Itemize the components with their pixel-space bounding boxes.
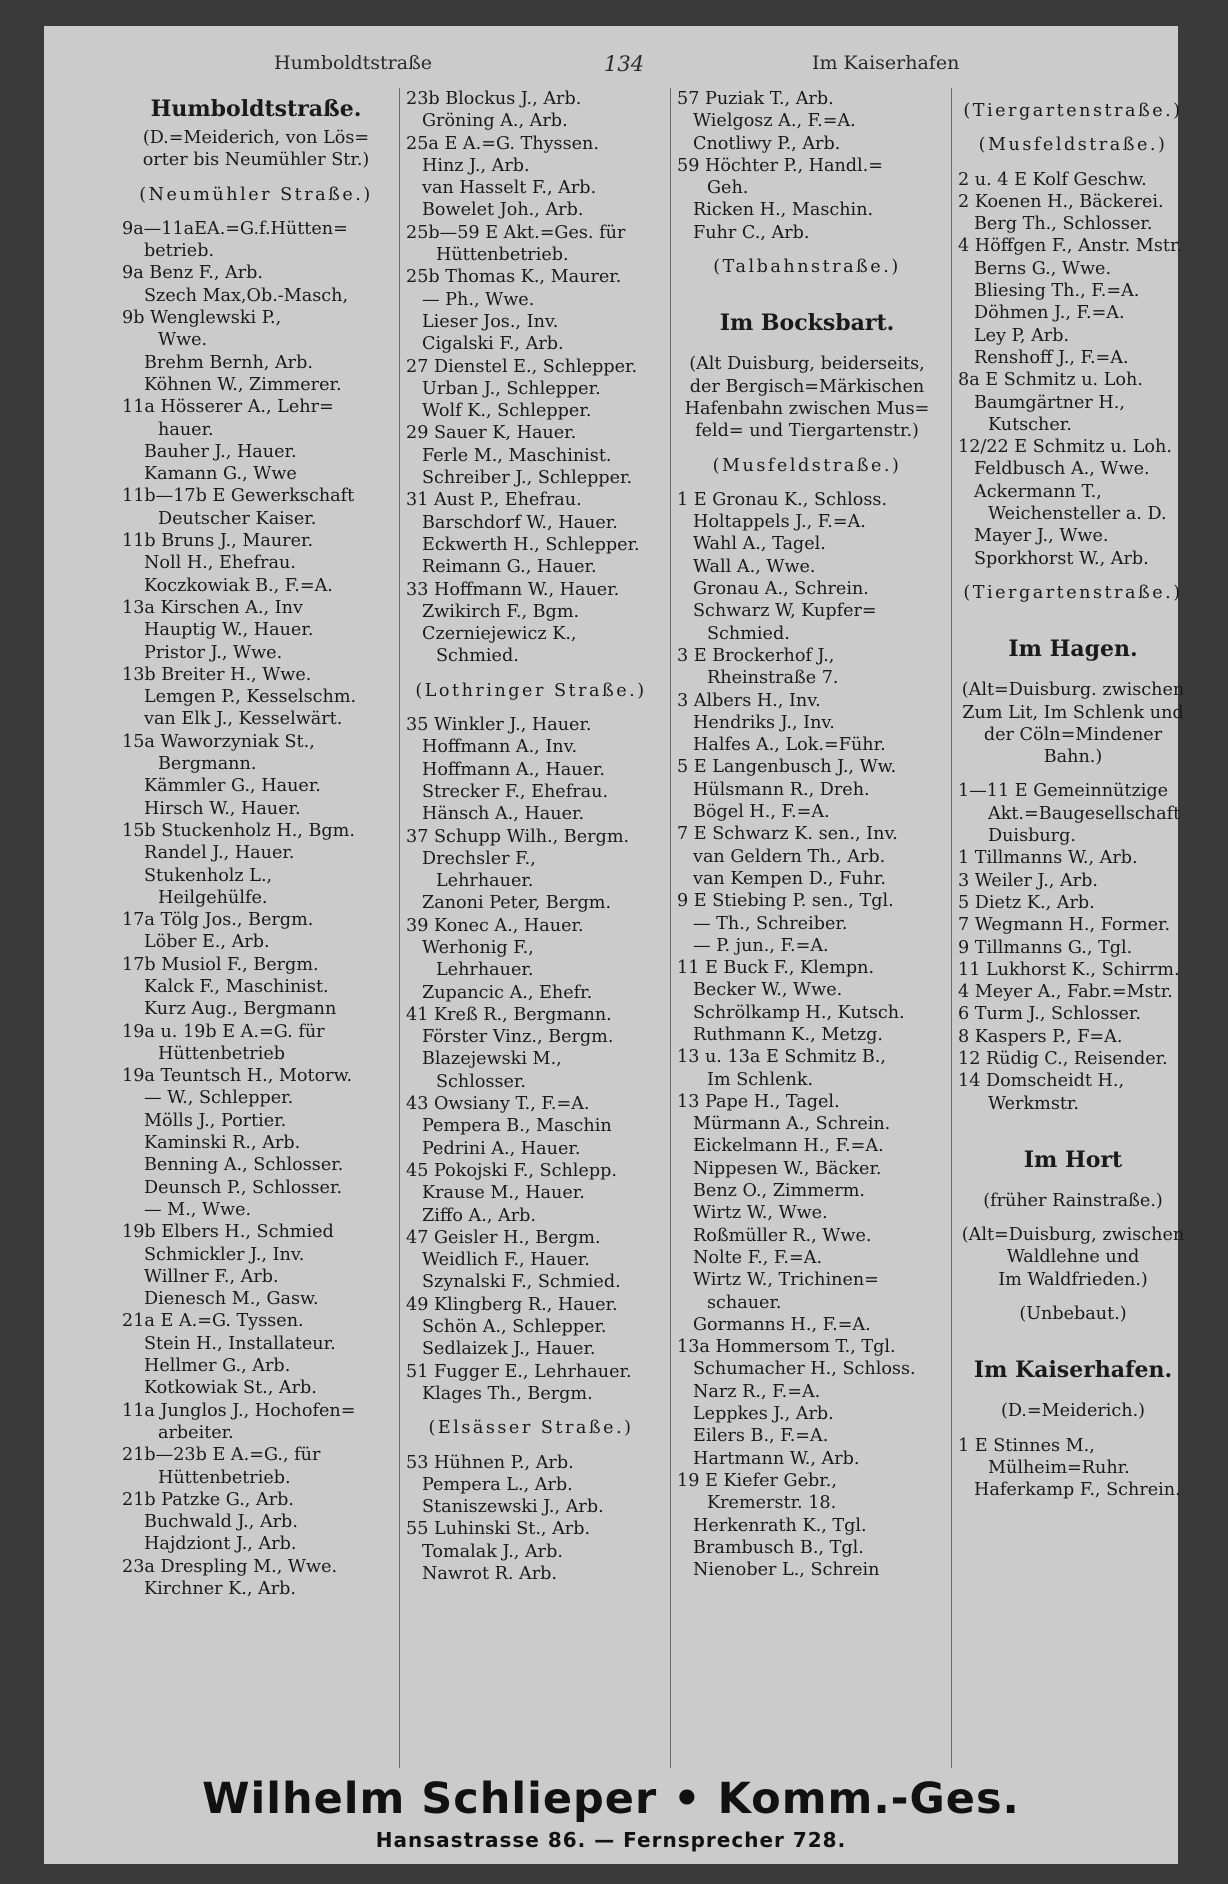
directory-entry: Nawrot R. Arb. — [422, 1564, 558, 1584]
directory-entry: Reimann G., Hauer. — [422, 557, 597, 578]
directory-entry: Barschdorf W., Hauer. — [422, 512, 618, 533]
directory-entry: 13a Kirschen A., Inv — [122, 597, 303, 618]
entry-continuation: Werkmstr. — [988, 1093, 1079, 1114]
directory-entry: 13a Hommersom T., Tgl. — [677, 1337, 896, 1358]
street-note: (D.=Meiderich, von Lös= — [142, 128, 370, 148]
directory-entry: 6 Turm J., Schlosser. — [958, 1004, 1141, 1025]
directory-entry: Sedlaizek J., Hauer. — [422, 1339, 596, 1360]
directory-entry: 12 Rüdig C., Reisender. — [958, 1048, 1168, 1069]
directory-entry: 13 u. 13a E Schmitz B., — [677, 1047, 886, 1068]
directory-entry: betrieb. — [144, 241, 215, 262]
street-note: (Alt=Duisburg. zwischen — [961, 680, 1185, 701]
directory-entry: Willner F., Arb. — [144, 1266, 279, 1287]
directory-entry: Szynalski F., Schmied. — [422, 1272, 621, 1293]
directory-entry: Bliesing Th., F.=A. — [974, 281, 1140, 302]
advertiser-address: Hansastrasse 86. — Fernsprecher 728. — [375, 1828, 847, 1852]
directory-entry: 3 E Brockerhof J., — [677, 645, 835, 666]
directory-entry: Hirsch W., Hauer. — [144, 798, 301, 819]
directory-entry: 33 Hoffmann W., Hauer. — [406, 579, 620, 600]
directory-entry: 11 Lukhorst K., Schirrm. — [958, 959, 1180, 980]
directory-entry: — W., Schlepper. — [144, 1088, 294, 1109]
directory-entry: Wahl A., Tagel. — [693, 534, 826, 555]
directory-entry: Ley P, Arb. — [974, 325, 1070, 346]
directory-entry: Tomalak J., Arb. — [422, 1541, 563, 1562]
spacer — [952, 122, 1194, 134]
directory-entry: 49 Klingberg R., Hauer. — [406, 1294, 618, 1315]
spacer — [671, 341, 943, 353]
directory-entry: 5 E Langenbusch J., Ww. — [677, 757, 897, 778]
spacer — [671, 278, 943, 302]
header-left-street: Humboldtstraße — [274, 52, 433, 74]
directory-entry: Renshoff J., F.=A. — [974, 347, 1129, 368]
advertisement-footer — [44, 1774, 1178, 1852]
directory-entry: 21b—23b E A.=G., für — [122, 1445, 321, 1466]
directory-entry: Narz R., F.=A. — [693, 1381, 821, 1402]
directory-entry: Hoffmann A., Hauer. — [422, 759, 605, 780]
spacer — [952, 768, 1194, 780]
directory-entry: 21b Patzke G., Arb. — [122, 1489, 294, 1510]
directory-entry: 51 Fugger E., Lehrhauer. — [406, 1361, 632, 1382]
directory-entry: Leppkes J., Arb. — [693, 1404, 834, 1425]
directory-entry: Strecker F., Ehefrau. — [422, 781, 609, 802]
street-note: Im Waldfrieden.) — [998, 1269, 1148, 1290]
directory-entry: 17b Musiol F., Bergm. — [122, 954, 319, 975]
directory-entry: 11b Bruns J., Maurer. — [122, 531, 314, 552]
directory-entry: Cigalski F., Arb. — [422, 334, 564, 355]
directory-entry: Mayer J., Wwe. — [974, 526, 1109, 547]
directory-entry: Schwarz W, Kupfer= — [693, 601, 877, 622]
entry-continuation: hauer. — [158, 419, 214, 440]
spacer — [952, 604, 1194, 628]
directory-entry: Wall A., Wwe. — [693, 556, 816, 577]
entry-continuation: Kremerstr. 18. — [707, 1493, 837, 1514]
spacer — [952, 157, 1194, 169]
spacer — [671, 443, 943, 455]
entry-continuation: Hüttenbetrieb. — [436, 245, 569, 266]
street-note: orter bis Neumühler Str.) — [142, 150, 370, 171]
directory-entry: Hänsch A., Hauer. — [422, 804, 585, 825]
spacer — [952, 88, 1194, 100]
directory-entry: Gröning A., Arb. — [422, 111, 568, 132]
entry-continuation: schauer. — [707, 1292, 782, 1313]
entry-continuation: Bergmann. — [158, 754, 257, 775]
directory-entry: Fuhr C., Arb. — [693, 222, 810, 243]
directory-entry: Hoffmann A., Inv. — [422, 737, 578, 758]
directory-entry: Lieser Jos., Inv. — [422, 311, 559, 332]
spacer — [952, 667, 1194, 679]
spacer — [400, 668, 662, 680]
directory-entry: Kaminski R., Arb. — [144, 1133, 301, 1154]
directory-entry: Löber E., Arb. — [144, 932, 270, 953]
entry-continuation: Duisburg. — [988, 826, 1076, 847]
directory-entry: van Hasselt F., Arb. — [422, 178, 597, 199]
entry-continuation: Lehrhauer. — [436, 871, 534, 892]
directory-entry: Ziffo A., Arb. — [422, 1205, 536, 1226]
directory-entry: — P. jun., F.=A. — [693, 935, 829, 956]
spacer — [400, 1440, 662, 1452]
entry-continuation: Hüttenbetrieb — [158, 1043, 286, 1064]
directory-entry: Czerniejewicz K., — [422, 624, 577, 645]
directory-entry: 12/22 E Schmitz u. Loh. — [958, 437, 1172, 458]
directory-entry: Zanoni Peter, Bergm. — [422, 893, 612, 914]
entry-continuation: Kutscher. — [988, 414, 1072, 435]
directory-entry: 15a Waworzyniak St., — [122, 731, 315, 752]
directory-entry: 4 Meyer A., Fabr.=Mstr. — [958, 982, 1173, 1003]
directory-entry: Schumacher H., Schloss. — [693, 1359, 916, 1380]
directory-entry: 13b Breiter H., Wwe. — [122, 664, 312, 685]
street-note: (früher Rainstraße.) — [983, 1190, 1163, 1211]
running-header — [44, 52, 1178, 86]
directory-entry: Blazejewski M., — [422, 1049, 562, 1070]
directory-entry: Kotkowiak St., Arb. — [144, 1378, 317, 1399]
directory-entry: 9a Benz F., Arb. — [122, 263, 264, 284]
spacer — [952, 1212, 1194, 1224]
directory-entry: Eilers B., F.=A. — [693, 1426, 829, 1447]
spacer — [952, 570, 1194, 582]
directory-entry: 35 Winkler J., Hauer. — [406, 715, 592, 736]
cross-street-marker: (Tiergartenstraße.) — [963, 101, 1183, 121]
entry-continuation: arbeiter. — [158, 1422, 234, 1443]
directory-entry: van Kempen D., Fuhr. — [693, 868, 886, 889]
directory-entry: 11 E Buck F., Klempn. — [677, 958, 875, 979]
directory-entry: Szech Max,Ob.-Masch, — [144, 285, 349, 306]
street-heading: Im Kaiserhafen. — [973, 1357, 1173, 1384]
spacer — [952, 1291, 1194, 1303]
directory-entry: Ricken H., Maschin. — [693, 200, 874, 221]
directory-entry: Wolf K., Schlepper. — [422, 401, 592, 422]
directory-entry: 23b Blockus J., Arb. — [406, 89, 582, 109]
column-2 — [399, 88, 662, 1768]
directory-entry: Hauptig W., Hauer. — [144, 620, 314, 641]
directory-entry: 7 E Schwarz K. sen., Inv. — [677, 824, 898, 845]
directory-entry: Kurz Aug., Bergmann — [144, 999, 337, 1020]
directory-entry: 37 Schupp Wilh., Bergm. — [406, 826, 630, 847]
directory-entry: Feldbusch A., Wwe. — [974, 459, 1150, 480]
directory-entry: Haferkamp F., Schrein. — [974, 1480, 1181, 1501]
directory-entry: — M., Wwe. — [144, 1199, 252, 1220]
directory-entry: 9a—11aEA.=G.f.Hütten= — [122, 218, 348, 239]
directory-entry: — Th., Schreiber. — [693, 913, 848, 934]
directory-entry: 9b Wenglewski P., — [122, 308, 282, 329]
spacer — [952, 1388, 1194, 1400]
directory-entry: Hellmer G., Arb. — [144, 1356, 291, 1377]
street-note: (Alt Duisburg, beiderseits, — [689, 354, 925, 375]
directory-entry: Schreiber J., Schlepper. — [422, 468, 633, 489]
column-4 — [951, 88, 1194, 1768]
street-note: feld= und Tiergartenstr.) — [695, 421, 919, 442]
spacer — [952, 1115, 1194, 1139]
directory-entry: Staniszewski J., Arb. — [422, 1497, 604, 1518]
cross-street-marker: (Neumühler Straße.) — [139, 184, 373, 205]
directory-entry: Berg Th., Schlosser. — [974, 214, 1153, 235]
directory-entry: 8 Kaspers P., F=A. — [958, 1026, 1123, 1047]
directory-entry: Mürmann A., Schrein. — [693, 1114, 891, 1135]
directory-entry: 25b—59 E Akt.=Ges. für — [406, 222, 626, 243]
directory-entry: Pempera B., Maschin — [422, 1116, 612, 1137]
directory-entry: 1 E Gronau K., Schloss. — [677, 489, 888, 510]
directory-entry: 39 Konec A., Hauer. — [406, 915, 584, 936]
spacer — [671, 477, 943, 489]
directory-entry: Wirtz W., Wwe. — [693, 1203, 828, 1224]
spacer — [122, 172, 390, 184]
cross-street-marker: (Tiergartenstraße.) — [963, 582, 1183, 603]
directory-entry: Köhnen W., Zimmerer. — [144, 374, 342, 395]
cross-street-marker: (Musfeldstraße.) — [978, 135, 1168, 156]
directory-entry: 9 Tillmanns G., Tgl. — [958, 937, 1133, 958]
entry-continuation: Lehrhauer. — [436, 960, 534, 981]
directory-entry: 53 Hühnen P., Arb. — [406, 1452, 574, 1473]
directory-entry: 55 Luhinski St., Arb. — [406, 1519, 591, 1540]
street-note: Hafenbahn zwischen Mus= — [684, 398, 930, 419]
directory-entry: Krause M., Hauer. — [422, 1183, 585, 1204]
street-note: (D.=Meiderich.) — [1000, 1401, 1146, 1422]
street-heading: Im Hagen. — [1008, 636, 1138, 663]
directory-entry: Brehm Bernh, Arb. — [144, 352, 313, 373]
entry-continuation: Schmied. — [707, 623, 790, 644]
entry-continuation: Schmied. — [436, 646, 519, 667]
spacer — [400, 702, 662, 714]
directory-entry: Nienober L., Schrein — [693, 1560, 880, 1581]
directory-entry: Pristor J., Wwe. — [144, 642, 283, 663]
directory-page — [44, 26, 1185, 1864]
directory-entry: 25b Thomas K., Maurer. — [406, 267, 622, 288]
entry-continuation: Mülheim=Ruhr. — [988, 1457, 1130, 1478]
directory-entry: Cnotliwy P., Arb. — [693, 133, 841, 154]
directory-entry: 31 Aust P., Ehefrau. — [406, 490, 582, 511]
directory-entry: Kamann G., Wwe — [144, 464, 297, 485]
directory-entry: Baumgärtner H., — [974, 392, 1125, 413]
directory-entry: Schön A., Schlepper. — [422, 1317, 607, 1338]
directory-columns — [122, 88, 1186, 1768]
directory-entry: Hinz J., Arb. — [422, 155, 530, 176]
directory-entry: Herkenrath K., Tgl. — [693, 1515, 867, 1536]
directory-entry: Berns G., Wwe. — [974, 258, 1112, 279]
directory-entry: 41 Kreß R., Bergmann. — [406, 1004, 612, 1025]
directory-entry: Förster Vinz., Bergm. — [422, 1027, 614, 1048]
directory-entry: Werhonig F., — [422, 937, 534, 958]
directory-entry: van Elk J., Kesselwärt. — [144, 709, 343, 730]
entry-continuation: Weichensteller a. D. — [988, 504, 1167, 525]
cross-street-marker: (Musfeldstraße.) — [712, 455, 902, 476]
page-number: 134 — [604, 52, 645, 76]
advertiser-name: Wilhelm Schlieper • Komm.-Ges. — [202, 1774, 1020, 1824]
street-heading: Im Hort — [1023, 1146, 1123, 1173]
directory-entry: Ferle M., Maschinist. — [422, 445, 612, 466]
directory-entry: 29 Sauer K, Hauer. — [406, 423, 577, 444]
directory-entry: Sporkhorst W., Arb. — [974, 548, 1149, 569]
directory-entry: 11b—17b E Gewerkschaft — [122, 486, 355, 507]
directory-entry: Wirtz W., Trichinen= — [693, 1270, 879, 1291]
street-note: (Unbebaut.) — [1019, 1304, 1127, 1325]
directory-entry: van Geldern Th., Arb. — [693, 846, 886, 867]
street-note: Waldlehne und — [1006, 1247, 1140, 1268]
directory-entry: 1—11 E Gemeinnützige — [958, 781, 1169, 802]
directory-entry: Nippesen W., Bäcker. — [693, 1158, 882, 1179]
directory-entry: Becker W., Wwe. — [693, 980, 843, 1001]
directory-entry: Kirchner K., Arb. — [144, 1579, 297, 1599]
directory-entry: Buchwald J., Arb. — [144, 1512, 298, 1533]
spacer — [952, 1178, 1194, 1190]
entry-continuation: Deutscher Kaiser. — [158, 508, 317, 529]
directory-entry: 45 Pokojski F., Schlepp. — [406, 1160, 617, 1181]
directory-entry: 23a Drespling M., Wwe. — [122, 1556, 338, 1577]
directory-entry: 13 Pape H., Tagel. — [677, 1091, 840, 1112]
spacer — [671, 244, 943, 256]
directory-entry: Kalck F., Maschinist. — [144, 976, 329, 997]
entry-continuation: Schlosser. — [436, 1071, 526, 1092]
directory-entry: Schrölkamp H., Kutsch. — [693, 1002, 905, 1023]
directory-entry: Bögel H., F.=A. — [693, 802, 830, 823]
directory-entry: Noll H., Ehefrau. — [144, 553, 296, 574]
directory-entry: 1 E Stinnes M., — [958, 1435, 1095, 1456]
directory-entry: Klages Th., Bergm. — [422, 1383, 593, 1404]
spacer — [400, 1405, 662, 1417]
entry-continuation: Akt.=Baugesellschaft — [988, 803, 1181, 824]
directory-entry: 17a Tölg Jos., Bergm. — [122, 910, 314, 931]
directory-entry: Halfes A., Lok.=Führ. — [693, 735, 886, 756]
directory-entry: Eckwerth H., Schlepper. — [422, 534, 640, 555]
cross-street-marker: (Talbahnstraße.) — [713, 257, 901, 278]
entry-continuation: Heilgehülfe. — [158, 887, 268, 908]
directory-entry: Gormanns H., F.=A. — [693, 1314, 871, 1335]
directory-entry: 4 Höffgen F., Anstr. Mstr. — [958, 236, 1183, 257]
directory-entry: Kämmler G., Hauer. — [144, 776, 321, 797]
directory-entry: 19b Elbers H., Schmied — [122, 1222, 334, 1243]
directory-entry: Stein H., Installateur. — [144, 1333, 336, 1354]
street-heading: Humboldtstraße. — [150, 96, 362, 122]
directory-entry: Eickelmann H., F.=A. — [693, 1136, 884, 1157]
directory-entry: Wielgosz A., F.=A. — [693, 111, 856, 132]
entry-continuation: Wwe. — [158, 330, 208, 351]
street-note: Zum Lit, Im Schlenk und — [962, 702, 1184, 723]
directory-entry: Benning A., Schlosser. — [144, 1155, 344, 1176]
directory-entry: 3 Weiler J., Arb. — [958, 870, 1098, 891]
directory-entry: Holtappels J., F.=A. — [693, 512, 866, 533]
directory-entry: Dienesch M., Gasw. — [144, 1289, 319, 1310]
directory-entry: Gronau A., Schrein. — [693, 579, 869, 600]
directory-entry: Nolte F., F.=A. — [693, 1247, 823, 1268]
directory-entry: Randel J., Hauer. — [144, 843, 295, 864]
entry-continuation: Geh. — [707, 178, 749, 199]
cross-street-marker: (Lothringer Straße.) — [415, 680, 647, 701]
directory-entry: 8a E Schmitz u. Loh. — [958, 370, 1143, 391]
directory-entry: Bowelet Joh., Arb. — [422, 200, 584, 221]
street-note: (Alt=Duisburg, zwischen — [961, 1225, 1185, 1246]
directory-entry: 2 u. 4 E Kolf Geschw. — [958, 169, 1147, 190]
directory-entry: Hülsmann R., Dreh. — [693, 779, 870, 800]
entry-continuation: Hüttenbetrieb. — [158, 1467, 291, 1488]
directory-entry: 9 E Stiebing P. sen., Tgl. — [677, 891, 894, 912]
directory-entry: 19 E Kiefer Gebr., — [677, 1470, 837, 1491]
directory-entry: Schmickler J., Inv. — [144, 1244, 305, 1265]
column-3 — [670, 88, 943, 1768]
directory-entry: 27 Dienstel E., Schlepper. — [406, 356, 638, 377]
entry-continuation: Im Schlenk. — [707, 1069, 814, 1090]
directory-entry: 21a E A.=G. Tyssen. — [122, 1311, 304, 1332]
header-right-street: Im Kaiserhafen — [812, 52, 960, 74]
directory-entry: Zwikirch F., Bgm. — [422, 601, 580, 622]
column-1 — [122, 88, 390, 1768]
directory-entry: Bauher J., Hauer. — [144, 441, 297, 462]
directory-entry: Benz O., Zimmerm. — [693, 1181, 866, 1202]
directory-entry: Hendriks J., Inv. — [693, 712, 835, 733]
directory-entry: Koczkowiak B., F.=A. — [144, 575, 333, 596]
directory-entry: Urban J., Schlepper. — [422, 378, 601, 399]
directory-entry: 14 Domscheidt H., — [958, 1071, 1125, 1092]
directory-entry: Ruthmann K., Metzg. — [693, 1024, 883, 1045]
entry-continuation: Rheinstraße 7. — [707, 668, 839, 689]
directory-entry: 15b Stuckenholz H., Bgm. — [122, 820, 355, 841]
directory-entry: Weidlich F., Hauer. — [422, 1250, 590, 1271]
directory-entry: 47 Geisler H., Bergm. — [406, 1227, 601, 1248]
directory-entry: 11a Hösserer A., Lehr= — [122, 397, 334, 418]
directory-entry: 19a u. 19b E A.=G. für — [122, 1021, 325, 1042]
directory-entry: 3 Albers H., Inv. — [677, 690, 821, 711]
directory-entry: — Ph., Wwe. — [422, 289, 535, 310]
directory-entry: 25a E A.=G. Thyssen. — [406, 133, 599, 154]
directory-entry: Pempera L., Arb. — [422, 1474, 573, 1495]
directory-entry: Drechsler F., — [422, 848, 536, 869]
spacer — [952, 1423, 1194, 1435]
directory-entry: 2 Koenen H., Bäckerei. — [958, 191, 1164, 212]
directory-entry: Lemgen P., Kesselschm. — [144, 687, 357, 708]
directory-entry: 7 Wegmann H., Former. — [958, 915, 1171, 936]
directory-entry: 19a Teuntsch H., Motorw. — [122, 1066, 353, 1087]
directory-entry: 5 Dietz K., Arb. — [958, 892, 1095, 913]
directory-entry: Roßmüller R., Wwe. — [693, 1225, 872, 1246]
spacer — [952, 1325, 1194, 1349]
directory-entry: Deunsch P., Schlosser. — [144, 1177, 343, 1198]
directory-entry: 59 Höchter P., Handl.= — [677, 155, 884, 176]
directory-entry: Hajdziont J., Arb. — [144, 1534, 297, 1555]
directory-entry: 57 Puziak T., Arb. — [677, 89, 834, 109]
directory-entry: Stukenholz L., — [144, 865, 273, 886]
street-note: der Bergisch=Märkischen — [689, 376, 925, 397]
directory-entry: 11a Junglos J., Hochofen= — [122, 1400, 356, 1421]
directory-entry: Pedrini A., Hauer. — [422, 1138, 581, 1159]
street-note: der Cöln=Mindener Bahn.) — [983, 724, 1163, 768]
directory-entry: 43 Owsiany T., F.=A. — [406, 1094, 590, 1115]
directory-entry: Zupancic A., Ehefr. — [422, 982, 593, 1003]
cross-street-marker: (Elsässer Straße.) — [428, 1418, 634, 1439]
street-heading: Im Bocksbart. — [719, 310, 895, 337]
spacer — [122, 206, 390, 218]
directory-entry: Ackermann T., — [974, 481, 1102, 502]
directory-entry: Hartmann W., Arb. — [693, 1448, 860, 1469]
directory-entry: Brambusch B., Tgl. — [693, 1537, 864, 1558]
directory-entry: 1 Tillmanns W., Arb. — [958, 848, 1138, 869]
directory-entry: Mölls J., Portier. — [144, 1110, 287, 1131]
directory-entry: Döhmen J., F.=A. — [974, 303, 1125, 324]
